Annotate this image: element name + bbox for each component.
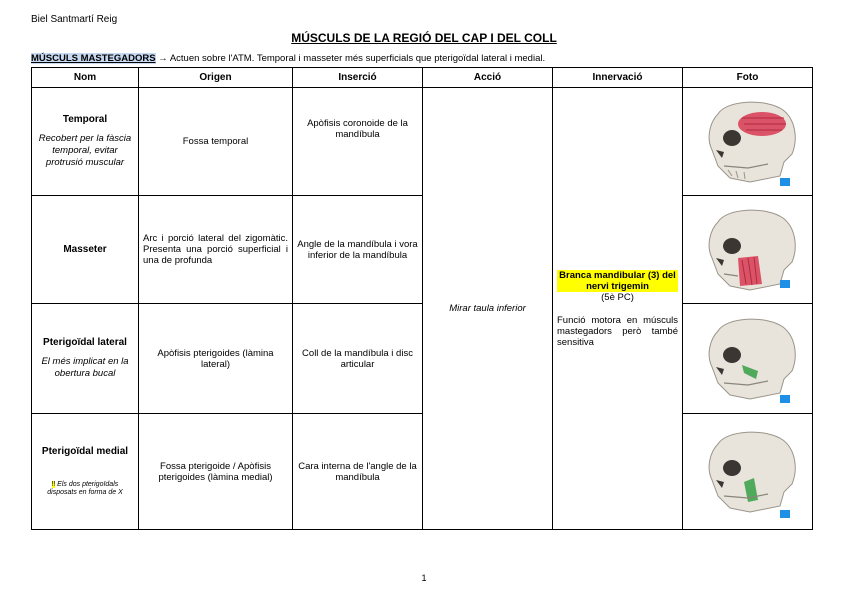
table-row xyxy=(32,88,813,196)
muscle-note xyxy=(36,481,134,497)
nerve-pc: (5è PC) xyxy=(601,291,634,303)
cell-insertion: Coll de la mandíbula i disc articular xyxy=(293,304,423,414)
cell-origin: Arc i porció lateral del zigomàtic. Presenta una porció superficial i una de profunda xyxy=(139,196,293,304)
cell-photo xyxy=(683,88,813,196)
muscle-note-text: Els dos pterigoïdals disposats en forma de X xyxy=(47,481,123,496)
skull-masseter-icon xyxy=(688,200,808,300)
table-row xyxy=(32,414,813,530)
cell-insertion: Cara interna de l'angle de la mandíbula xyxy=(293,414,423,530)
cell-origin: Fossa pterigoide / Apòfisis pterigoides (làmina medial) xyxy=(139,414,293,530)
cell-photo xyxy=(683,304,813,414)
warning-marker: ‼ xyxy=(51,481,56,488)
skull-pterygoid-medial-icon xyxy=(688,420,808,524)
intro-line xyxy=(31,53,545,64)
cell-origin: Apòfisis pterigoides (làmina lateral) xyxy=(139,304,293,414)
cell-name xyxy=(32,414,139,530)
cell-innervation xyxy=(553,88,683,530)
cell-photo xyxy=(683,196,813,304)
col-header-foto: Foto xyxy=(683,68,813,88)
muscles-table xyxy=(31,67,813,530)
page-title: MÚSCULS DE LA REGIÓ DEL CAP I DEL COLL xyxy=(291,31,557,45)
muscle-note: Recobert per la fàscia temporal, evitar protrusió muscular xyxy=(38,133,132,168)
author-name: Biel Santmartí Reig xyxy=(31,14,118,25)
cell-name xyxy=(32,196,139,304)
skull-temporal-icon xyxy=(688,92,808,192)
cell-insertion: Angle de la mandíbula i vora inferior de la mandíbula xyxy=(293,196,423,304)
nerve-name: Branca mandibular (3) del nervi trigemin xyxy=(557,270,678,292)
nerve-function: Funció motora en músculs mastegadors però també sensitiva xyxy=(557,314,678,348)
col-header-insercio: Inserció xyxy=(293,68,423,88)
muscle-name: Pterigoïdal medial xyxy=(41,446,129,457)
cell-name xyxy=(32,88,139,196)
skull-pterygoid-lateral-icon xyxy=(688,309,808,409)
muscle-name: Temporal xyxy=(62,114,108,125)
col-header-nom: Nom xyxy=(32,68,139,88)
muscle-note: El més implicat en la obertura bucal xyxy=(41,356,129,379)
page-number: 1 xyxy=(421,573,427,583)
table-header-row xyxy=(32,68,813,88)
cell-action: Mirar taula inferior xyxy=(423,88,553,530)
section-label: MÚSCULS MASTEGADORS xyxy=(31,53,156,64)
table-row xyxy=(32,196,813,304)
cell-name xyxy=(32,304,139,414)
arrow-glyph: → xyxy=(158,53,168,64)
col-header-innervacio: Innervació xyxy=(553,68,683,88)
col-header-origen: Origen xyxy=(139,68,293,88)
muscle-name: Masseter xyxy=(63,244,107,255)
muscle-name: Pterigoïdal lateral xyxy=(43,337,127,348)
col-header-accio: Acció xyxy=(423,68,553,88)
table-row xyxy=(32,304,813,414)
intro-text: Actuen sobre l'ATM. Temporal i masseter més superficials que pterigoïdal lateral i medial. xyxy=(167,53,546,64)
cell-origin: Fossa temporal xyxy=(139,88,293,196)
cell-insertion: Apòfisis coronoide de la mandíbula xyxy=(293,88,423,196)
cell-photo xyxy=(683,414,813,530)
